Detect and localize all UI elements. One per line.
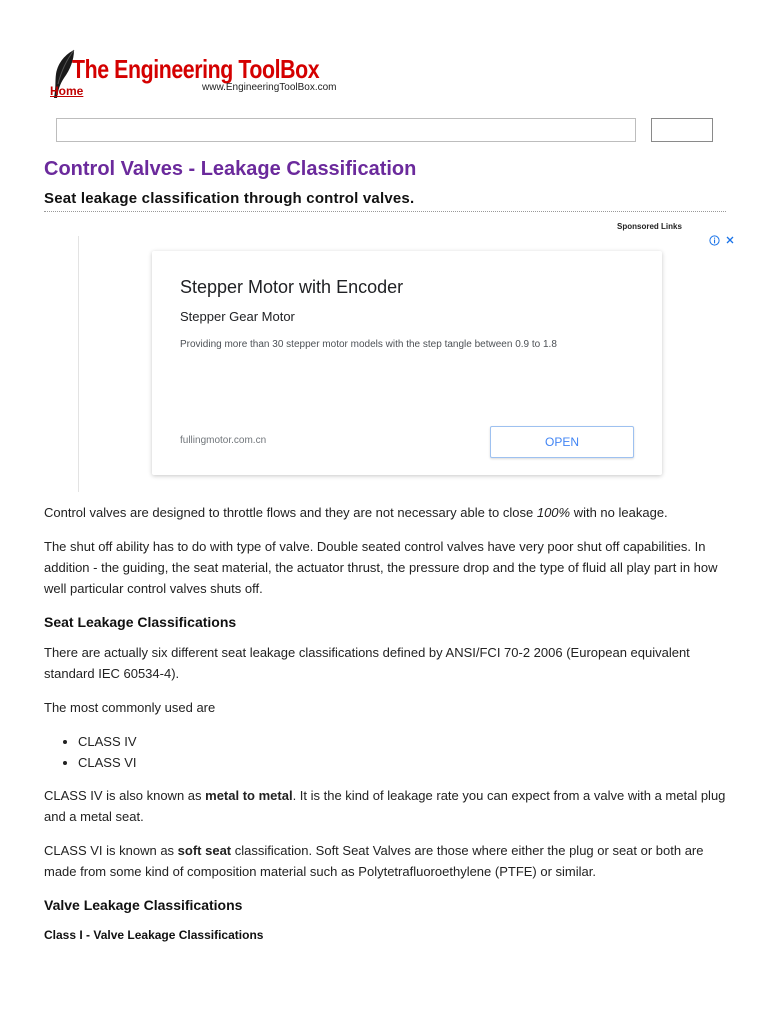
ad-subheadline[interactable]: Stepper Gear Motor	[180, 309, 295, 324]
info-icon[interactable]	[709, 235, 720, 246]
page-subtitle: Seat leakage classification through control valves.	[44, 190, 415, 207]
divider	[44, 211, 726, 212]
heading-seat-leakage: Seat Leakage Classifications	[44, 614, 237, 630]
page-title: Control Valves - Leakage Classification	[44, 158, 417, 180]
strong-metal-to-metal: metal to metal	[205, 788, 293, 803]
site-logo[interactable]	[44, 46, 374, 102]
ad-domain[interactable]: fullingmotor.com.cn	[180, 435, 267, 446]
paragraph-common: The most commonly used are	[44, 700, 216, 715]
ad-divider	[78, 236, 79, 492]
strong-soft-seat: soft seat	[177, 843, 232, 858]
ad-description: Providing more than 30 stepper motor models with the step tangle between 0.9 to 1.8	[180, 339, 557, 350]
ad-card[interactable]	[152, 251, 662, 475]
paragraph-class-iv: CLASS IV is also known as metal to metal. It is the kind of leakage rate you can expect from a valve with a metal plug and a metal seat.	[44, 788, 726, 824]
list-item: • CLASS VI	[78, 752, 732, 773]
paragraph-classifications: There are actually six different seat leakage classifications defined by ANSI/FCI 70-2 2006 (European equivalent standard IEC 60534-4).	[44, 645, 690, 681]
home-link[interactable]: Home	[50, 84, 84, 98]
ad-open-button[interactable]: OPEN	[490, 426, 634, 458]
ad-controls[interactable]	[709, 234, 735, 246]
ad-headline[interactable]: Stepper Motor with Encoder	[180, 277, 404, 297]
heading-class-i: Class I - Valve Leakage Classifications	[44, 928, 264, 942]
search-button[interactable]	[651, 118, 713, 142]
sponsored-label: Sponsored Links	[617, 222, 682, 231]
article-body	[44, 502, 732, 946]
close-icon[interactable]	[725, 235, 735, 245]
search-input[interactable]	[56, 118, 636, 142]
emphasis-100: 100%	[536, 505, 571, 520]
list-item: • CLASS IV	[78, 731, 732, 752]
paragraph-class-vi: CLASS VI is known as soft seat classification. Soft Seat Valves are those where either the plug or seat or both are made from some kind of composition material such as Polytetrafluoroethylene (PTFE) or similar.	[44, 843, 704, 879]
paragraph-intro: Control valves are designed to throttle flows and they are not necessary able to close 100% with no leakage.	[44, 505, 668, 520]
logo-title: The Engineering ToolBox	[72, 54, 320, 84]
paragraph-shutoff: The shut off ability has to do with type of valve. Double seated control valves have very poor shut off capabilities. In addition - the guiding, the seat material, the actuator thrust, the pressure drop and the type of fluid all play part in how well particular control valves shuts off.	[44, 539, 718, 596]
site-url: www.EngineeringToolBox.com	[202, 82, 337, 93]
class-list	[44, 731, 732, 773]
heading-valve-leakage: Valve Leakage Classifications	[44, 897, 243, 913]
